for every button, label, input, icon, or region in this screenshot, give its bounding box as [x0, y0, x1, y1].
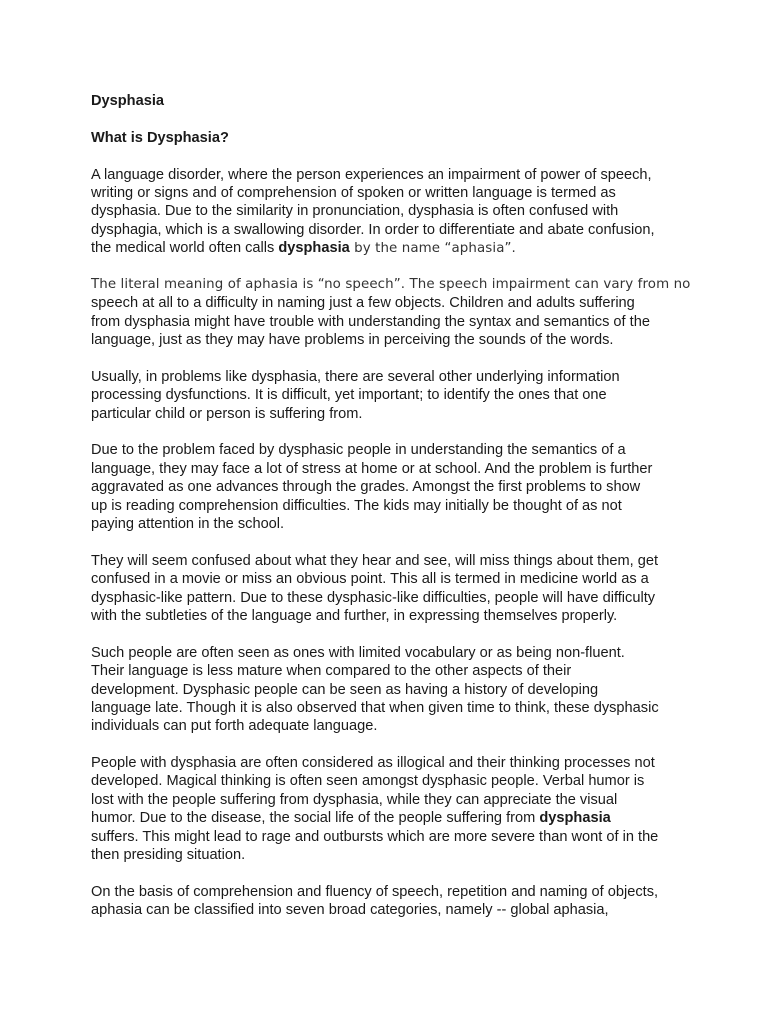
paragraph-4 [91, 441, 691, 533]
text-line: then presiding situation. [91, 847, 246, 864]
text-line: aphasia can be classified into seven broad categories, namely -- global aphasia, [91, 902, 609, 919]
text-run: humor. Due to the disease, the social life of the people suffering from [91, 810, 540, 827]
text-line: lost with the people suffering from dysphasia, while they can appreciate the visual [91, 791, 618, 808]
text-line: from dysphasia might have trouble with understanding the syntax and semantics of the [91, 313, 650, 330]
text-line: aggravated as one advances through the grades. Amongst the first problems to show [91, 479, 641, 496]
text-line: development. Dysphasic people can be seen as having a history of developing [91, 681, 599, 698]
text-line: On the basis of comprehension and fluency of speech, repetition and naming of objects, [91, 883, 659, 900]
text-run: the medical world often calls [91, 240, 279, 257]
text-line: paying attention in the school. [91, 516, 285, 533]
text-line: A language disorder, where the person experiences an impairment of power of speech, [91, 166, 652, 183]
text-line: Usually, in problems like dysphasia, there are several other underlying information [91, 368, 620, 385]
section-heading: What is Dysphasia? [91, 129, 229, 146]
text-line: Due to the problem faced by dysphasic people in understanding the semantics of a [91, 442, 626, 459]
text-line: They will seem confused about what they hear and see, will miss things about them, get [91, 552, 659, 569]
text-line [91, 809, 691, 827]
paragraph-5 [91, 552, 691, 626]
text-line: particular child or person is suffering from. [91, 405, 363, 422]
paragraph-2 [91, 276, 691, 350]
paragraph-1 [91, 166, 691, 258]
paragraph-3 [91, 368, 691, 423]
bold-term: dysphasia [278, 240, 350, 257]
paragraph-8 [91, 883, 691, 920]
text-line: processing dysfunctions. It is difficult, yet important; to identify the ones that one [91, 387, 607, 404]
text-line: confused in a movie or miss an obvious point. This all is termed in medicine world as a [91, 571, 649, 588]
text-line: language, they may face a lot of stress at home or at school. And the problem is further [91, 460, 653, 477]
text-line [91, 239, 691, 257]
text-line: individuals can put forth adequate language. [91, 718, 378, 735]
document-body [91, 92, 691, 938]
text-line: up is reading comprehension difficulties. The kids may initially be thought of as not [91, 497, 622, 514]
text-line: speech at all to a difficulty in naming just a few objects. Children and adults suffering [91, 295, 635, 312]
text-line: developed. Magical thinking is often seen amongst dysphasic people. Verbal humor is [91, 773, 645, 790]
text-run: by the name “aphasia”. [349, 241, 516, 257]
text-line: dysphasic-like pattern. Due to these dysphasic-like difficulties, people will have difficulty [91, 589, 656, 606]
paragraph-7 [91, 754, 691, 864]
document-title: Dysphasia [91, 93, 165, 109]
bold-term: dysphasia [539, 810, 611, 827]
text-line: The literal meaning of aphasia is “no speech”. The speech impairment can vary from no [91, 276, 691, 292]
text-line: suffers. This might lead to rage and outbursts which are more severe than wont of in the [91, 828, 659, 845]
text-line: language late. Though it is also observed that when given time to think, these dysphasic [91, 699, 659, 716]
text-line: language, just as they may have problems in perceiving the sounds of the words. [91, 332, 614, 349]
text-line: Such people are often seen as ones with limited vocabulary or as being non-fluent. [91, 644, 625, 661]
text-line: writing or signs and of comprehension of spoken or written language is termed as [91, 184, 616, 201]
text-line: dysphagia, which is a swallowing disorder. In order to differentiate and abate confusion, [91, 221, 655, 238]
paragraph-6 [91, 644, 691, 736]
text-line: People with dysphasia are often considered as illogical and their thinking processes not [91, 755, 655, 772]
text-line: Their language is less mature when compared to the other aspects of their [91, 663, 572, 680]
text-line: with the subtleties of the language and further, in expressing themselves properly. [91, 607, 618, 624]
text-line: dysphasia. Due to the similarity in pronunciation, dysphasia is often confused with [91, 203, 619, 220]
